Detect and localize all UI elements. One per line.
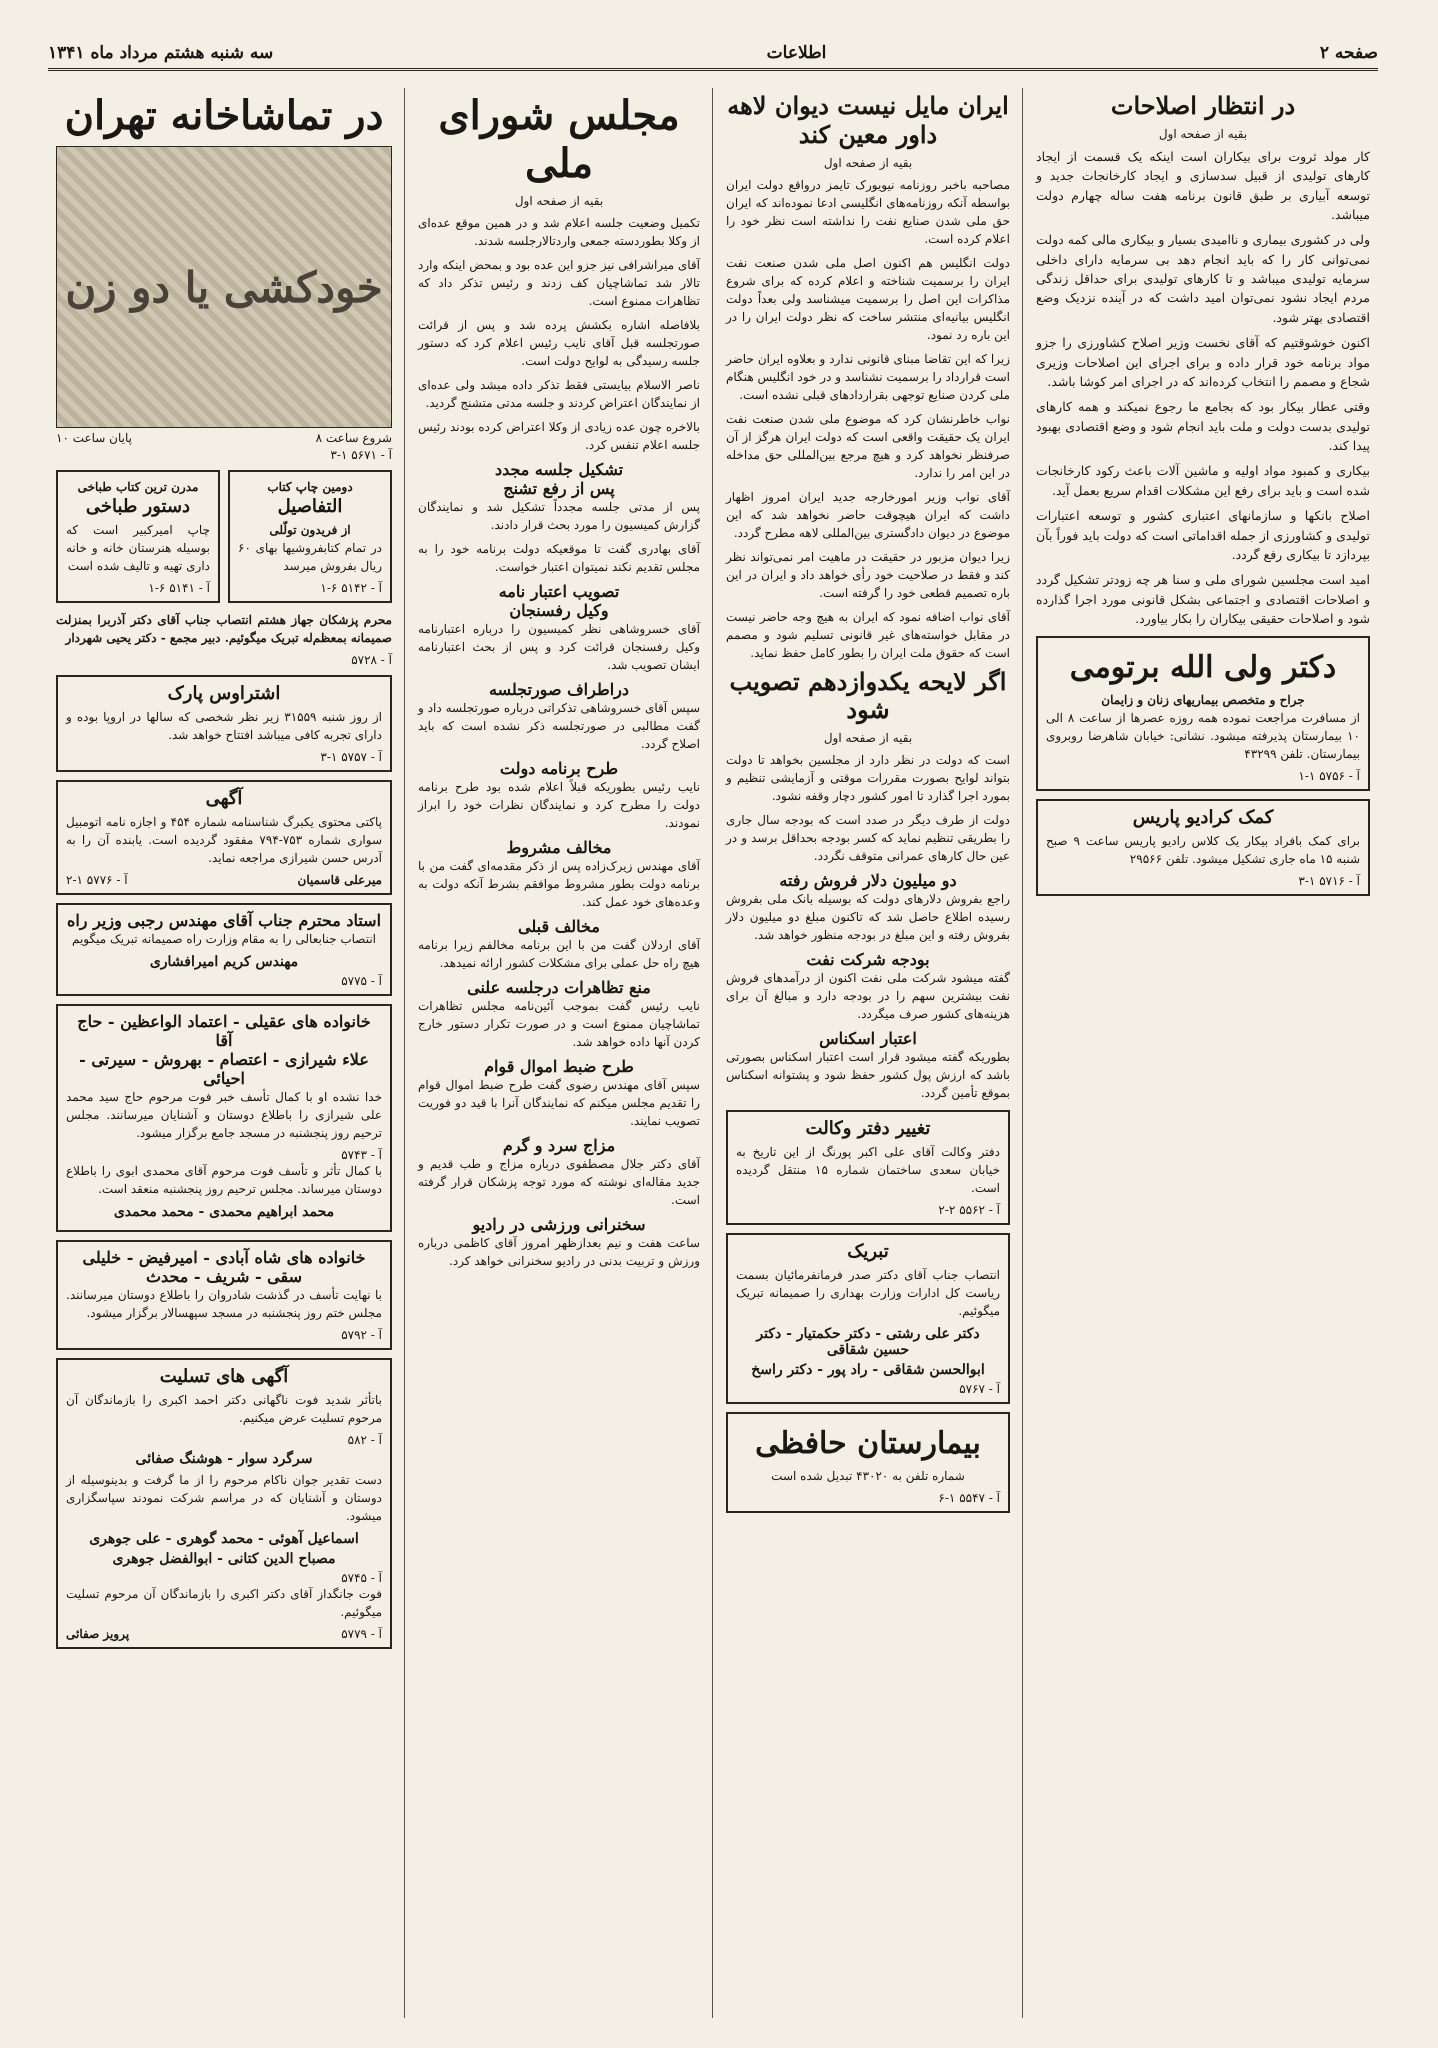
obituary-title: خانواده های عقیلی - اعتماد الواعظین - حاج آقا <box>77 1012 371 1050</box>
obituary-title: علاء شیرازی - اعتصام - بهروش - سیرتی - احیائی <box>79 1050 369 1088</box>
article-paragraph: پس از مدتی جلسه مجدداً تشکیل شد و نمایندگان گزارش کمیسیون را مورد بحث قرار دادند. <box>418 500 700 532</box>
continued-note: بقیه از صفحه اول <box>1158 126 1248 141</box>
subheading: مخالف قبلی <box>518 917 600 936</box>
park-ad <box>56 675 392 772</box>
article-paragraph: بیکاری و کمبود مواد اولیه و ماشین آلات باعث رکود کارخانجات شده است و باید برای رفع این مشکلات اقدام سریع بعمل آید. <box>1036 463 1370 498</box>
condolence-text: دست تقدیر جوان ناکام مرحوم را از ما گرفت و بدینوسیله از دوستان و آشنایان که در مراسم شرکت نمودند سپاسگزاری میشود. <box>66 1473 382 1523</box>
lost-notice <box>56 780 392 895</box>
signatory: مصباح الدین کتانی - ابوالفضل جوهری <box>112 1551 336 1567</box>
article-paragraph: اصلاح بانکها و سازمانهای اعتباری کشور و توسعه اعتبارات تولیدی و کشاورزی از جمله اقداماتی است که دولت باید فوراً بآن بپردازد تا بیکاری رفع گردد. <box>1036 508 1370 562</box>
notice-footer <box>66 873 382 887</box>
article-paragraph: است که دولت در نظر دارد از مجلسین بخواهد تا دولت بتواند لوایح بصورت مقررات موقتی و آزمایشی تنظیم و بمورد اجرا گذارد تا امور کشور دچار وقفه نشود. <box>726 753 1010 804</box>
ad-code: آ - ۵۷۴۳ <box>341 1148 382 1162</box>
subheading: طرح ضبط اموال قوام <box>484 1057 634 1076</box>
ad-code: آ - ۵۷۹۲ <box>341 1328 382 1342</box>
article-paragraph: زیرا دیوان مزبور در حقیقت در ماهیت امر نمی‌تواند نظر کند و فقط در صلاحیت خود رأی خواهد داد و ایران در این باره تصمیم قطعی خود را گرفته است. <box>726 549 1010 600</box>
obituary-families <box>56 1004 392 1232</box>
law-office-text: دفتر وکالت آقای علی اکبر پورنگ از این تاریخ به خیابان سعدی ساختمان شماره ۱۵ منتقل گردیده است. <box>736 1145 1000 1196</box>
article-paragraph: راجع بفروش دلارهای دولت که بوسیله بانک ملی بفروش رسیده اطلاع حاصل شد که تاکنون مبلغ دو میلیون دلار بفروش رفته و این مبلغ در بودجه منظور خواهد شد. <box>726 892 1010 943</box>
condolence-text: باتأثر شدید فوت ناگهانی دکتر احمد اکبری را بازماندگان آن مرحوم تسلیت عرض میکنیم. <box>66 1393 382 1425</box>
subheading: پس از رفع تشنج <box>503 479 615 498</box>
headline-iran-hague: ایران مایل نیست دیوان لاهه داور معین کند <box>727 91 1009 149</box>
ad-code: آ - ۵۷۵۷ ۱-۳ <box>320 750 382 764</box>
hospital-name: بیمارستان حافظی <box>755 1426 981 1462</box>
ad-code: آ - ۵۷۷۶ ۱-۲ <box>66 873 128 887</box>
show-times <box>56 431 392 445</box>
condolence-text: فوت جانگداز آقای دکتر اکبری را بازماندگان آن مرحوم تسلیت میگوئیم. <box>66 1587 382 1619</box>
park-text: از روز شنبه ۳۱۵۵۹ زیر نظر شخصی که سالها در اروپا بوده و دارای تجربه کافی میباشد افتتاح خواهد شد. <box>66 710 382 742</box>
signatory: محمد ابراهیم محمدی - محمد محمدی <box>113 1204 335 1220</box>
subheading: دو میلیون دلار فروش رفته <box>779 871 957 891</box>
article-paragraph: آقای اردلان گفت من با این برنامه مخالفم زیرا برنامه هیچ راه حل عملی برای مشکلات کشور ارائه نمیدهد. <box>418 938 700 970</box>
subheading: منع تظاهرات درجلسه علنی <box>467 978 651 997</box>
book-ad-title: دومین چاپ کتاب <box>267 480 353 494</box>
radio-class-text: برای کمک بافراد بیکار یک کلاس رادیو پاریس ساعت ۹ صبح شنبه ۱۵ ماه جاری تشکیل میشود. تلفن ۲۹۵۶۶ <box>1046 834 1360 867</box>
show-end: پایان ساعت ۱۰ <box>56 431 132 445</box>
ad-code: آ - ۵۶۷۱ ۱-۳ <box>330 448 392 462</box>
continued-note: بقیه از صفحه اول <box>823 155 913 170</box>
signatories: دکتر علی رشتی - دکتر حکمتیار - دکتر حسین شقاقی <box>756 1326 980 1359</box>
page-header <box>48 38 1378 71</box>
ad-code: آ - ۵۸۲ <box>347 1433 382 1447</box>
article-paragraph: آقای میراشرافی نیز جزو این عده بود و بمحض اینکه وارد تالار شد تماشاچیان کف زدند و رئیس تذکر داد که تظاهرات ممنوع است. <box>417 258 700 308</box>
congrats-title: تبریک <box>847 1241 889 1263</box>
column-reforms <box>1028 88 1378 2023</box>
radio-class-ad <box>1036 799 1370 896</box>
ad-code: آ - ۵۷۶۷ <box>959 1382 1000 1397</box>
obituary-text: با کمال تأثر و تأسف فوت مرحوم آقای محمدی ابوی را باطلاع دوستان میرساند. مجلس ترحیم روز پنجشنبه منعقد است. <box>66 1164 382 1196</box>
headline-reforms: در انتظار اصلاحات <box>1110 91 1296 120</box>
doctor-specialty: جراح و متخصص بیماریهای زنان و زایمان <box>1101 693 1305 708</box>
condolence-footer <box>66 1627 382 1641</box>
subheading: وکیل رفسنجان <box>509 601 609 620</box>
article-paragraph: نایب رئیس بطوریکه قبلاً اعلام شده بود طرح برنامه دولت را مطرح کرد و نمایندگان نظرات خود را ابراز نمودند. <box>418 780 700 830</box>
notice-text: پاکتی محتوی یکبرگ شناسنامه شماره ۴۵۴ و اجازه نامه اتومبیل سواری شماره ۷۵۳-۷۹۴ مفقود گردیده است. یابنده آن را به آدرس حسن شیرازی مراجعه نماید. <box>66 815 383 865</box>
article-paragraph: زیرا که این تقاضا مبنای قانونی ندارد و بعلاوه ایران حاضر است قرارداد را برسمیت نشناسد و در خود انگلیس هنگام ملی کردن صنایع توجهی بقراردادهای قبلی نشده است. <box>726 351 1010 402</box>
article-paragraph: بالاخره چون عده زیادی از وکلا اعتراض کرده بودند رئیس جلسه اعلام تنفس کرد. <box>418 420 700 452</box>
article-paragraph: دولت از طرف دیگر در صدد است که بودجه سال جاری را بطریقی تنظیم نماید که کسر بودجه بحداقل برسد و در عین حال کارهای عمرانی متوقف نگردد. <box>726 813 1010 864</box>
doctor-ad-text: از مسافرت مراجعت نموده همه روزه عصرها از ساعت ۸ الی ۱۰ بیمارستان پذیرفته میشود. نشانی: خیابان شاهرضا روبروی بیمارستان. تلفن ۴۳۲۹۹ <box>1046 711 1360 762</box>
notice-name: میرعلی قاسمیان <box>297 873 382 887</box>
subheading: دراطراف صورتجلسه <box>489 680 629 699</box>
ad-code: آ - ۵۷۵۶ ۱-۱ <box>1298 769 1360 784</box>
obituary-shahabadi <box>56 1240 392 1350</box>
book-ad-title: مدرن ترین کتاب طباخی <box>77 480 199 494</box>
ad-code: آ - ۵۷۲۸ <box>351 653 392 667</box>
ad-code: آ - ۵۱۴۱ ۶-۱ <box>148 581 210 595</box>
article-paragraph: بلافاصله اشاره بکشش پرده شد و پس از قرائت صورتجلسه قبل آقای نایب رئیس اعلام کرد که دستور جلسه رسیدگی به لوایح دولت است. <box>418 318 700 368</box>
article-paragraph: آقای نواب اضافه نمود که ایران به هیچ وجه حاضر نیست در مقابل خواسته‌های غیر قانونی تسلیم شود و مصمم است که حقوق ملت ایران را بطور کامل حفظ نماید. <box>726 609 1010 660</box>
column-rule <box>1022 88 1023 2018</box>
doctor-ad <box>1036 636 1370 791</box>
ad-code: آ - ۵۱۴۲ ۶-۱ <box>320 581 382 595</box>
column-rule <box>712 88 713 2018</box>
issue-date: سه شنبه هشتم مرداد ماه ۱۳۴۱ <box>48 43 274 63</box>
condolence-ads <box>56 1358 392 1649</box>
condolence-title: آگهی های تسلیت <box>159 1366 289 1387</box>
article-paragraph: بطوریکه گفته میشود قرار است اعتبار اسکناس بصورتی باشد که ارزش پول کشور حفظ شود و پشتوانه اسکناس بموقع تأمین گردد. <box>726 1050 1010 1101</box>
book-ad-tafasil <box>228 470 392 603</box>
congrats-text: انتصاب جناب آقای دکتر صدر فرمانفرمائیان بسمت ریاست کل ادارات وزارت بهداری را صمیمانه تبریک میگوئیم. <box>736 1268 1000 1319</box>
subheading: طرح برنامه دولت <box>499 759 619 778</box>
page-number: صفحه ۲ <box>1319 43 1378 63</box>
show-start: شروع ساعت ۸ <box>315 431 392 445</box>
ad-code: آ - ۵۷۷۹ <box>341 1627 382 1641</box>
book-ad-text: چاپ امیرکبیر است که بوسیله هنرستان خانه و خانه داری تهیه و تالیف شده است <box>66 523 210 573</box>
article-paragraph: آقای خسروشاهی نظر کمیسیون را درباره اعتبارنامه وکیل رفسنجان قرائت کرد و پس از بحث اعتبارنامه ایشان تصویب شد. <box>418 622 700 672</box>
subheading: سخنرانی ورزشی در رادیو <box>472 1215 646 1234</box>
article-paragraph: آقای دکتر جلال مصطفوی درباره مزاج و طب قدیم و جدید مقاله‌ای نوشته که مورد توجه پزشکان قرار گرفته است. <box>418 1157 700 1207</box>
signatory: مهندس کریم امیرافشاری <box>149 954 299 970</box>
theatre-photo: خودکشی یا دو زن <box>56 146 392 428</box>
obituary-title: خانواده های شاه آبادی - امیرفیض - خلیلی <box>82 1248 366 1267</box>
article-paragraph: اکنون خوشوقتیم که آقای نخست وزیر اصلاح کشاورزی را جزو مواد برنامه خود قرار داده و برای اجرای این اصلاحات وزیری شجاع و مصمم را انتخاب کرده‌اند که در اجرای امر کوشا باشد. <box>1036 335 1370 389</box>
minister-congrats <box>56 903 392 996</box>
column-parliament <box>410 88 708 2023</box>
park-title: اشتراوس پارک <box>167 683 281 704</box>
ad-code: آ - ۵۵۶۲ ۲-۲ <box>938 1203 1000 1218</box>
law-office-ad <box>726 1110 1010 1225</box>
article-paragraph: ناصر الاسلام بیایستی فقط تذکر داده میشد ولی عده‌ای از نمایندگان اعتراض کردند و جلسه مدتی متشنج گردید. <box>418 378 700 410</box>
ad-code: آ - ۵۷۴۵ <box>341 1571 382 1585</box>
ad-code: آ - ۵۵۴۷ ۱-۶ <box>938 1491 1000 1506</box>
article-paragraph: سپس آقای خسروشاهی تذکراتی درباره صورتجلسه داد و گفت مطالبی در صورتجلسه ذکر نشده است که باید اصلاح گردد. <box>418 701 700 751</box>
signatory: پرویز صفائی <box>66 1627 130 1641</box>
article-paragraph: کار مولد ثروت برای بیکاران است اینکه یک قسمت از ایجاد کارهای تولیدی از قبیل سدسازی و ایجاد کارخانجات جدید و توسعه آبیاری بر طبق قانون برنامه هفت ساله چهارم دولت میباشد. <box>1036 148 1370 222</box>
notice-title: آگهی <box>205 788 243 809</box>
article-paragraph: نایب رئیس گفت بموجب آئین‌نامه مجلس تظاهرات تماشاچیان ممنوع است و در صورت تکرار دستور خارج کردن آنها داده خواهد شد. <box>418 999 700 1049</box>
book-author: از فریدون تولّلی <box>269 523 351 537</box>
obituary-title: سقی - شریف - محدث <box>145 1267 302 1286</box>
book-ad-text: در تمام کتابفروشیها بهای ۶۰ ریال بفروش میرسد <box>238 541 382 573</box>
article-paragraph: سپس آقای مهندس رضوی گفت طرح ضبط اموال قوام را تقدیم مجلس میکنم که نمایندگان آنرا با قید دو فوریت تصویب نمایند. <box>418 1078 700 1128</box>
subheading: تصویب اعتبار نامه <box>498 582 620 601</box>
article-paragraph: تکمیل وضعیت جلسه اعلام شد و در همین موقع عده‌ای از وکلا بطوردسته جمعی واردتالارجلسه شدند. <box>418 216 700 248</box>
obituary-text: خدا نشده او با کمال تأسف خبر فوت مرحوم حاج سید محمد علی شیرازی را باطلاع دوستان و آشنایان میرسانند. مجلس ترحیم روز پنجشنبه در مسجد جامع برگزار میشود. <box>66 1090 382 1140</box>
hospital-text: شماره تلفن به ۴۳۰۲۰ تبدیل شده است <box>771 1469 965 1484</box>
column-iran-hague <box>718 88 1018 2023</box>
radio-class-title: کمک کرادیو پاریس <box>1132 807 1274 829</box>
ad-code: آ - ۵۷۷۵ <box>341 974 382 988</box>
subheading: مزاج سرد و گرم <box>502 1136 616 1155</box>
subheading: تشکیل جلسه مجدد <box>494 460 624 479</box>
minister-text: انتصاب جنابعالی را به مقام وزارت راه صمیمانه تبریک میگویم <box>71 932 377 946</box>
article-paragraph: آقای مهندس زیرک‌زاده پس از ذکر مقدمه‌ای گفت من با برنامه دولت بطور مشروط موافقم بشرط آنکه دولت به وعده‌های خود عمل کند. <box>418 859 700 909</box>
column-rule <box>404 88 405 2018</box>
signatories: ابوالحسن شقاقی - راد پور - دکتر راسخ <box>751 1362 985 1379</box>
article-paragraph: مصاحبه باخبر روزنامه نیویورک تایمز درواقع دولت ایران بواسطه آنکه روزنامه‌های انگلیسی ادعا نموده‌اند که ایران حق ملی شدن صنایع نفت را نداشته است نظر خود را اعلام کرده است. <box>726 177 1010 246</box>
book-ads <box>56 462 392 611</box>
obituary-text: با نهایت تأسف در گذشت شادروان را باطلاع دوستان میرسانند. مجلس ختم روز پنجشنبه در مسجد سپهسالار برگزار میشود. <box>66 1288 382 1320</box>
book-name: دستور طباخی <box>85 496 191 517</box>
congrats-notice: محرم پزشکان جهاز هشتم انتصاب جناب آقای دکتر آذربرا بمنزلت صمیمانه بمعظم‌له تبریک میگوئیم. دبیر مجمع - دکتر یحیی شهردار <box>56 613 392 645</box>
subheading: بودجه شرکت نفت <box>806 950 930 970</box>
article-paragraph: ساعت هفت و نیم بعدازظهر امروز آقای کاظمی درباره ورزش و تربیت بدنی در رادیو سخنرانی خواهد کرد. <box>418 1236 700 1268</box>
book-name: التفاصیل <box>277 496 343 517</box>
column-ads <box>48 88 400 2023</box>
article-paragraph: ولی در کشوری بیماری و ناامیدی بسیار و بیکاری مالی کمه دولت نمی‌توانی کار را که باید انجام دهد بی سرمایه دارای داخلی سرمایه تولیدی میباشد و تا کارهای تولیدی برای حداقل زندگی مردم ایجاد نشود نمی‌توان امید داشت که در آینده نزدیک وضع اقتصادی بهتر شود. <box>1036 232 1370 325</box>
continued-note: بقیه از صفحه اول <box>823 731 913 746</box>
newspaper-name: اطلاعات <box>766 43 827 63</box>
continued-note: بقیه از صفحه اول <box>514 194 604 208</box>
signatory: سرگرد سوار - هوشنگ صفائی <box>135 1451 313 1467</box>
ad-code: آ - ۵۷۱۶ ۱-۳ <box>1298 874 1360 889</box>
article-paragraph: نواب خاطرنشان کرد که موضوع ملی شدن صنعت نفت ایران یک حقیقت واقعی است که دولت ایران هرگز از آن صرفنظر نخواهد کرد و هیچ مرجع بین‌المللی حق مداخله در این امر را ندارد. <box>726 411 1010 480</box>
congrats-ad <box>726 1233 1010 1404</box>
hospital-ad <box>726 1412 1010 1513</box>
subheading: مخالف مشروط <box>506 838 612 857</box>
subheading: اعتبار اسکناس <box>819 1029 917 1049</box>
headline-budget-bill: اگر لایحه یکدوازدهم تصویب شود <box>729 666 1007 725</box>
signatory: اسماعیل آهوئی - محمد گوهری - علی جوهری <box>89 1531 359 1547</box>
article-paragraph: امید است مجلسین شورای ملی و سنا هر چه زودتر تشکیل گردد و اصلاحات اقتصادی و اجتماعی بشکل قانونی مورد اجرا گذارده شود و اصلاحات حقیقی بیکاران را بکار بیاورد. <box>1036 572 1370 627</box>
headline-parliament: مجلس شورای ملی <box>438 92 680 187</box>
article-paragraph: گفته میشود شرکت ملی نفت اکنون از درآمدهای فروش نفت بیشترین سهم را در بودجه دارد و مبالغ آن برای هزینه‌های کشور صرف میگردد. <box>726 971 1010 1022</box>
article-paragraph: دولت انگلیس هم اکنون اصل ملی شدن صنعت نفت ایران را برسمیت شناخته و اعلام کرده که برای شروع مذاکرات این اصل را برسمیت میشناسد ولی بعداً دولت انگلیس بیانیه‌ای منتشر ساخت که نظر دولت ایران را در این باره رد نمود. <box>726 255 1010 342</box>
law-office-title: تغییر دفتر وکالت <box>805 1118 931 1140</box>
headline-theatre: در تماشاخانه تهران <box>64 92 384 139</box>
article-paragraph: آقای نواب وزیر امورخارجه جدید ایران امروز اظهار داشت که ایران هیچوقت حاضر نخواهد شد که این موضوع در دیوان دادگستری بین‌المللی لاهه مطرح گردد. <box>726 489 1010 540</box>
book-ad-cooking <box>56 470 220 603</box>
minister-title: استاد محترم جناب آقای مهندس رجبی وزیر راه <box>66 911 382 930</box>
doctor-name: دکتر ولی الله برتومی <box>1069 650 1337 686</box>
article-paragraph: وقتی عطار بیکار بود که بجامع ما رجوع نمیکند و همه کارهای تولیدی بدست دولت و ملت باید انجام شود و وضع اقتصادی بهبود پیدا کند. <box>1036 399 1370 454</box>
article-paragraph: آقای بهادری گفت تا موقعیکه دولت برنامه خود را به مجلس تقدیم نکند نمیتوان اعتبار خواست. <box>418 542 700 574</box>
